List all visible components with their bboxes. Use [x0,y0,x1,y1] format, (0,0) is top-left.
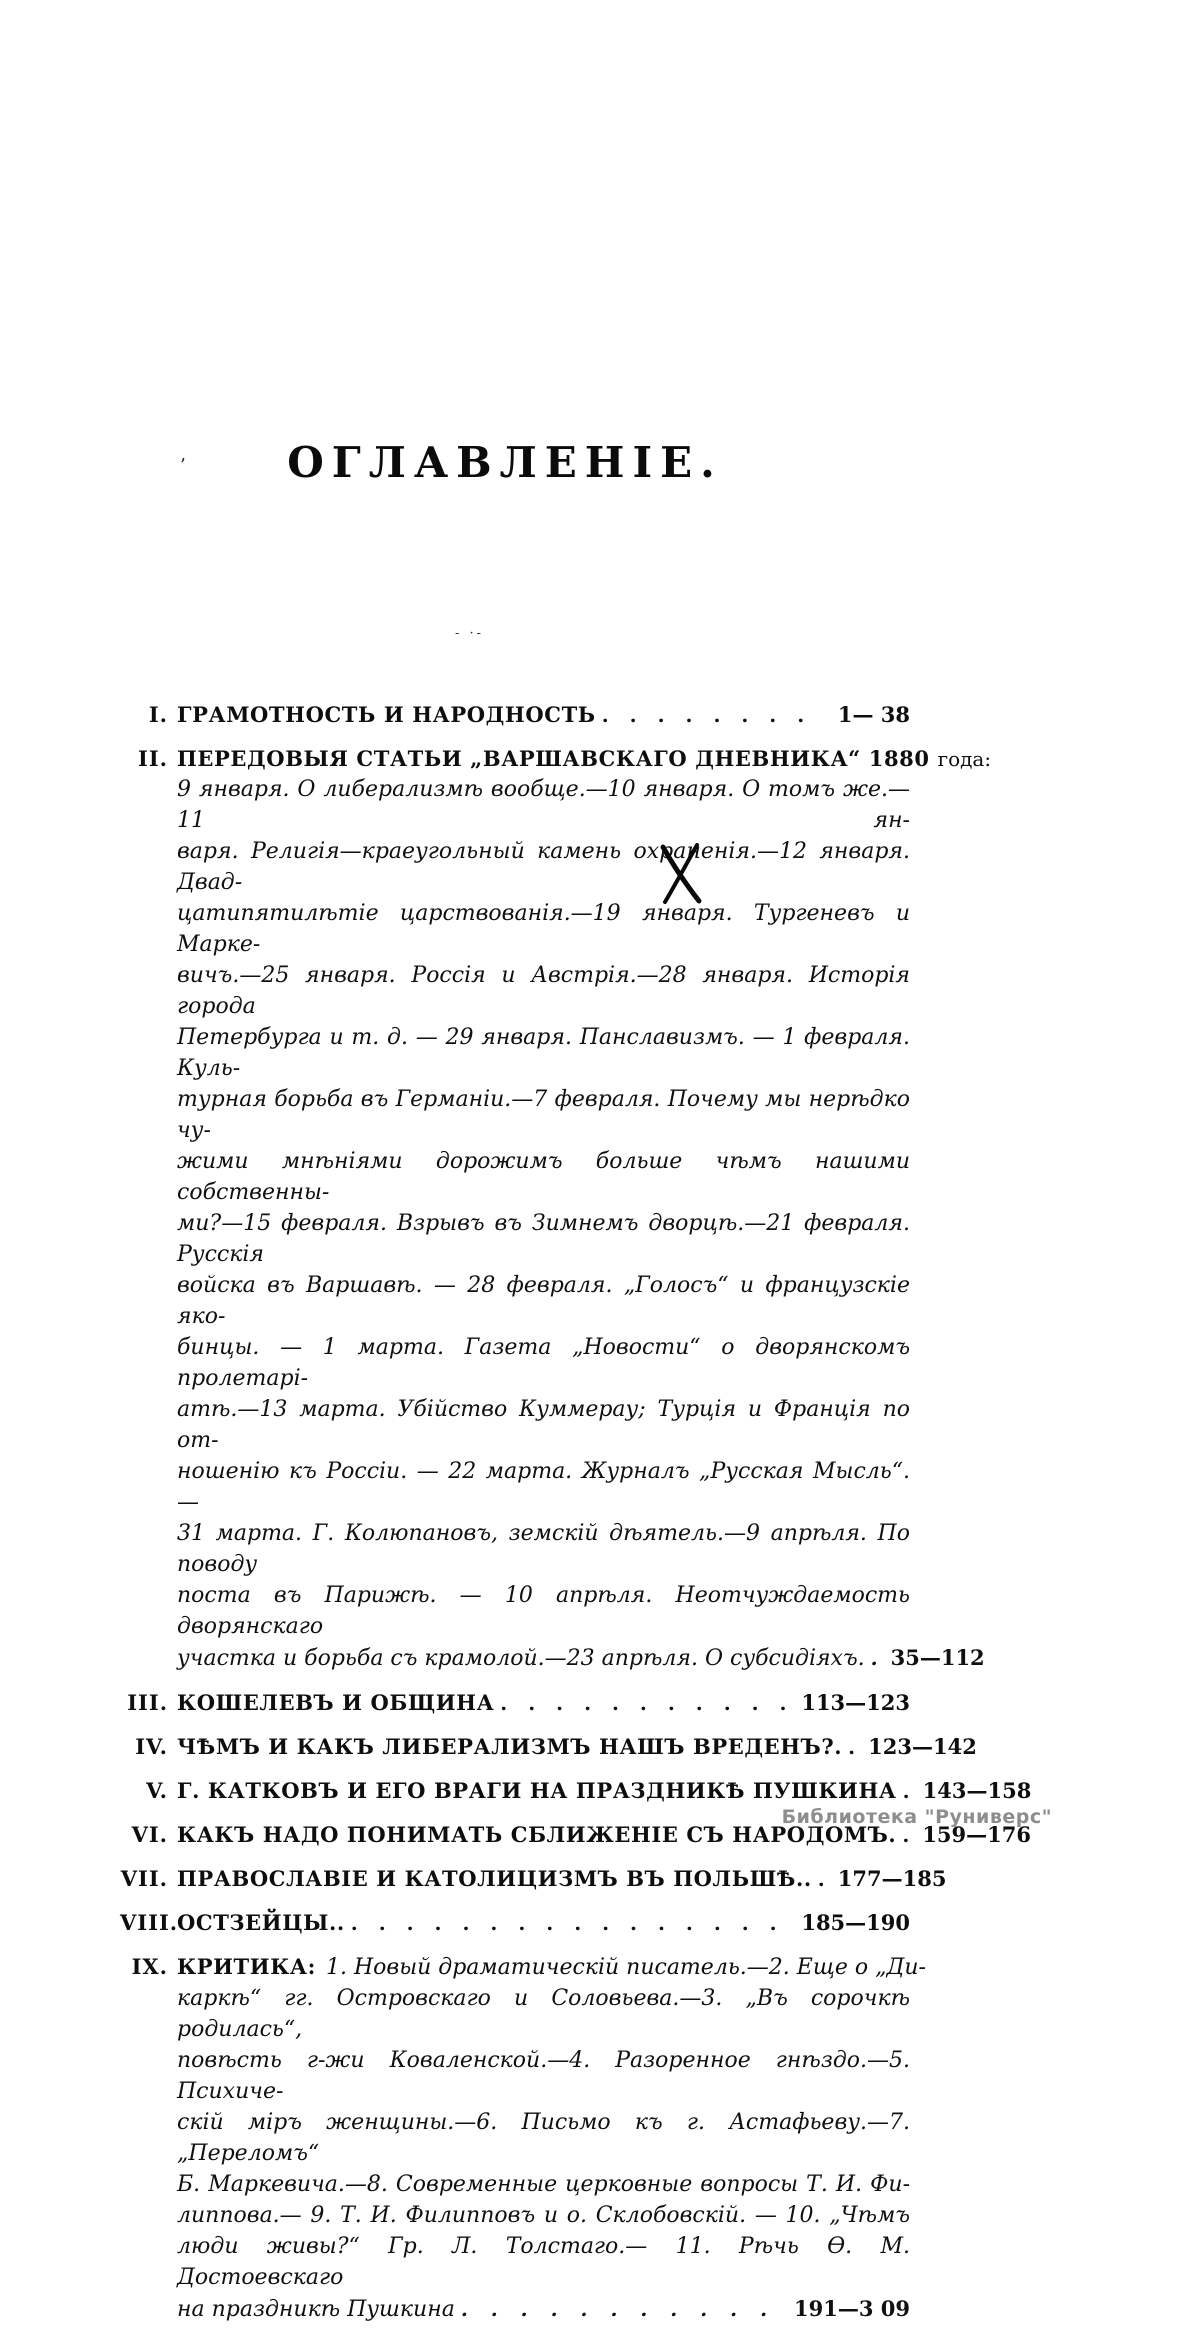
entry-pages: 35—112 [890,1645,985,1670]
entry-title: КОШЕЛЕВЪ И ОБЩИНА [177,1690,495,1715]
entry-title: ГРАМОТНОСТЬ И НАРОДНОСТЬ [177,702,596,727]
toc-entry-2 [120,744,992,1674]
description-line: повѣсть г-жи Коваленской.—4. Разоренное гнѣздо.—5. Психиче- [177,2048,910,2104]
description-line: липпова.— 9. Т. И. Филипповъ и о. Склобовскій. — 10. „Чѣмъ [177,2203,910,2228]
leader-dots [903,1776,913,1806]
page-title: ОГЛАВЛЕНІЕ. [287,438,723,487]
entry-pages: 177—185 [837,1866,947,1891]
description-line: атѣ.—13 марта. Убійство Куммерау; Турція и Франція по от- [177,1397,910,1453]
entry-description [177,774,985,1674]
leader-dots [602,700,814,730]
entry-title: КРИТИКА: [177,1954,316,1979]
entry-title: Г. КАТКОВЪ И ЕГО ВРАГИ НА ПРАЗДНИКѢ ПУШКИНА [177,1778,897,1803]
description-line: варя. Религія—краеугольный камень охраненія.—12 января. Двад- [177,839,910,895]
entry-title: ПРАВОСЛАВІЕ И КАТОЛИЦИЗМЪ ВЪ ПОЛЬШѢ.. [177,1866,812,1891]
leader-dots [500,1688,791,1718]
description-line: жими мнѣніями дорожимъ больше чѣмъ нашими собственны- [177,1149,910,1205]
entry-pages: 143—158 [922,1778,1032,1803]
entry-numeral: III. [127,1690,168,1715]
description-lines [177,1983,910,2293]
toc-entry-4 [120,1732,977,1762]
description-line: участка и борьба съ крамолой.—23 апрѣля. О субсидіяхъ. [177,1646,865,1671]
description-line: бинцы. — 1 марта. Газета „Новости“ о дворянскомъ пролетарі- [177,1335,910,1391]
description-line: 1. Новый драматическій писатель.—2. Еще о „Ди- [325,1955,926,1980]
description-line: на праздникѣ Пушкина [177,2297,455,2322]
toc-entry-3 [120,1688,910,1718]
entry-title: ЧѢМЪ И КАКЪ ЛИБЕРАЛИЗМЪ НАШЪ ВРЕДЕНЪ?. [177,1734,843,1759]
description-last-line [177,1642,985,1674]
stray-ink-mark: ’ [180,455,186,476]
entry-numeral: I. [148,702,168,727]
title-flourish: - ·- [455,626,485,641]
description-line: вичъ.—25 января. Россія и Австрія.—28 января. Исторія города [177,963,910,1019]
toc-entry-8 [120,1908,910,1938]
description-line: войска въ Варшавѣ. — 28 февраля. „Голосъ“ и французскіе яко- [177,1273,910,1329]
entry-heading [120,1952,926,1983]
toc-entry-7 [120,1864,947,1894]
entry-numeral: VII. [120,1866,168,1891]
leader-dots [818,1864,828,1894]
entry-pages: 185—190 [801,1910,910,1935]
leader-dots [351,1908,792,1938]
leader-dots [871,1643,881,1674]
toc-entry-5 [120,1776,1032,1806]
entry-pages: 123—142 [868,1734,977,1759]
entry-pages: 159—176 [922,1822,1031,1847]
description-line: поста въ Парижѣ. — 10 апрѣля. Неотчуждаемость дворянскаго [177,1583,910,1639]
description-line: цатипятилѣтіе царствованія.—19 января. Тургеневъ и Марке- [177,901,910,957]
description-line: ношенію къ Россіи. — 22 марта. Журналъ „Русская Мысль“. — [177,1459,910,1515]
description-line: каркѣ“ гг. Островскаго и Соловьева.—3. „Въ сорочкѣ родилась“, [177,1986,910,2042]
entry-pages: 1— 38 [837,702,910,727]
entry-description [177,1983,910,2325]
entry-numeral: IX. [131,1954,168,1979]
description-line: люди живы?“ Гр. Л. Толстаго.— 11. Рѣчь Ѳ. М. Достоевскаго [177,2234,910,2290]
entry-numeral: VI. [131,1822,168,1847]
leader-dots [848,1732,858,1762]
description-lines [177,774,910,1642]
description-line: скій міръ женщины.—6. Письмо къ г. Астафьеву.—7. „Переломъ“ [177,2110,910,2166]
entry-numeral: VIII. [120,1910,179,1935]
entry-pages: 191—3 09 [794,2296,910,2321]
entry-title: ПЕРЕДОВЫЯ СТАТЬИ „ВАРШАВСКАГО ДНЕВНИКА“ 1880 [177,746,930,771]
description-last-line [177,2293,910,2325]
entry-title: КАКЪ НАДО ПОНИМАТЬ СБЛИЖЕНІЕ СЪ НАРОДОМЪ. [177,1822,897,1847]
title-block [0,438,1010,487]
entry-pages: 113—123 [801,1690,910,1715]
toc-entry-1 [120,700,910,730]
entry-title-tail: года: [937,747,992,771]
entry-numeral: IV. [135,1734,168,1759]
entry-numeral: V. [146,1778,168,1803]
description-line: 9 января. О либерализмѣ вообще.—10 января. О томъ же.—11 ян- [177,777,910,833]
description-line: турная борьба въ Германіи.—7 февраля. Почему мы нерѣдко чу- [177,1087,910,1143]
entry-heading [120,744,992,774]
entry-title: ОСТЗЕЙЦЫ.. [177,1910,345,1935]
description-line: 31 марта. Г. Колюпановъ, земскій дѣятель.—9 апрѣля. По поводу [177,1521,910,1577]
description-line: Б. Маркевича.—8. Современные церковные вопросы Т. И. Фи- [177,2172,910,2197]
description-line: ми?—15 февраля. Взрывъ въ Зимнемъ дворцѣ.—21 февраля. Русскія [177,1211,910,1267]
leader-dots [461,2294,784,2325]
toc-entry-9 [120,1952,926,2325]
entry-numeral: II. [138,746,168,771]
description-line: Петербурга и т. д. — 29 января. Панславизмъ. — 1 февраля. Куль- [177,1025,910,1081]
library-watermark: Библиотека "Руниверс" [781,1806,1052,1828]
